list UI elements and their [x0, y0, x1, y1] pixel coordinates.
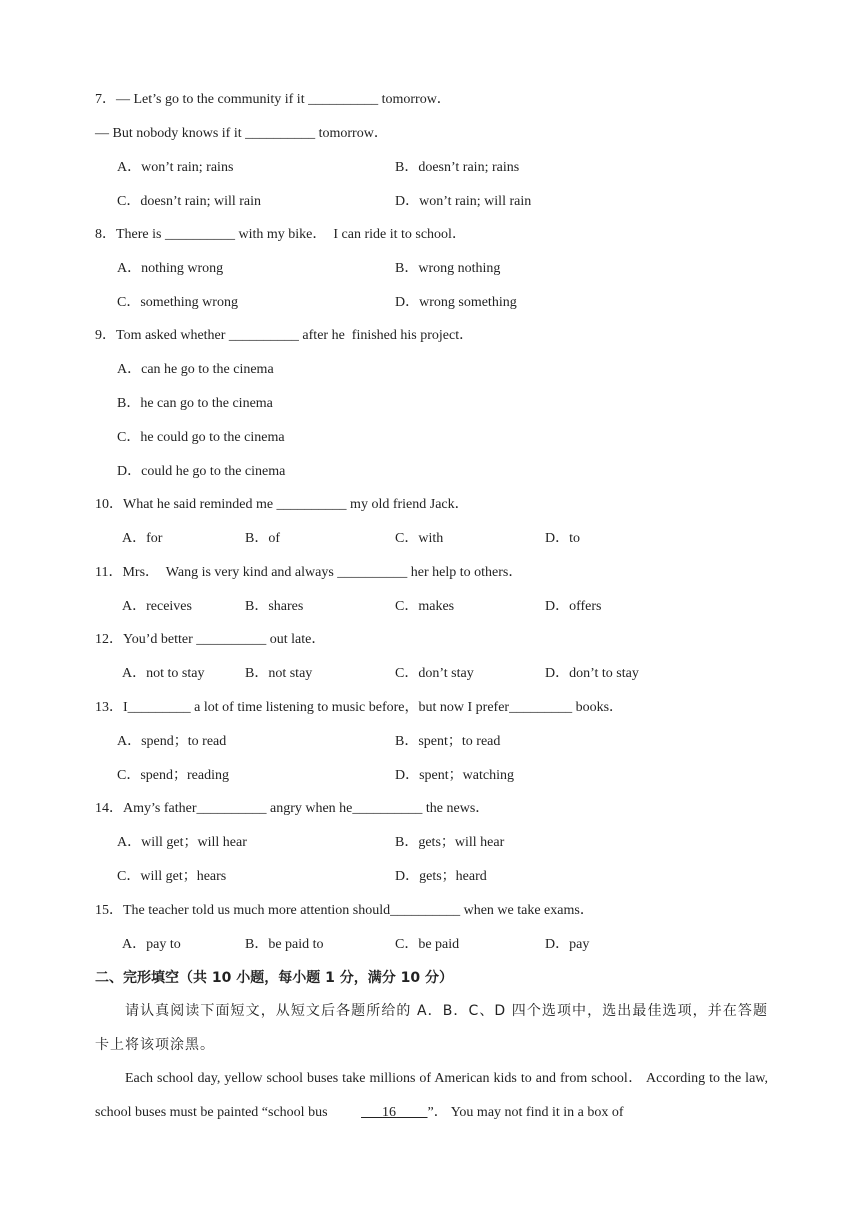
question-14-option-c: C．will get；hears [117, 869, 227, 884]
question-8-option-d: D．wrong something [395, 295, 517, 310]
question-11-option-c: C．makes [395, 599, 455, 614]
question-12-option-a: A．not to stay [122, 666, 205, 681]
question-15-stem: 15．The teacher told us much more attention should__________ when we take exams． [95, 903, 594, 918]
question-15-option-d: D．pay [545, 937, 590, 952]
question-11-option-d: D．offers [545, 599, 602, 614]
question-10-option-b: B．of [245, 531, 280, 546]
question-7-option-a: A．won’t rain; rains [117, 160, 234, 175]
question-14-stem: 14．Amy’s father__________ angry when he__________ the news． [95, 801, 490, 816]
question-10-option-a: A．for [122, 531, 163, 546]
question-11-option-a: A．receives [122, 599, 192, 614]
question-11-option-b: B．shares [245, 599, 304, 614]
question-9-option-a: A．can he go to the cinema [117, 362, 274, 377]
question-13-option-c: C．spend；reading [117, 768, 229, 783]
question-14-option-d: D．gets；heard [395, 869, 487, 884]
question-7-stem: 7．— Let’s go to the community if it __________ tomorrow． [95, 92, 451, 107]
question-15-option-b: B．be paid to [245, 937, 324, 952]
question-11-stem: 11．Mrs． Wang is very kind and always __________ her help to others． [95, 565, 523, 580]
question-7-option-b: B．doesn’t rain; rains [395, 160, 520, 175]
question-9-option-d: D．could he go to the cinema [117, 464, 286, 479]
passage-text-continued: ”． You may not find it in a box of [427, 1105, 624, 1120]
question-8-stem: 8．There is __________ with my bike． I can ride it to school． [95, 227, 466, 242]
reading-passage [95, 1062, 768, 1130]
question-7-option-d: D．won’t rain; will rain [395, 194, 532, 209]
question-10-stem: 10．What he said reminded me __________ my old friend Jack． [95, 497, 469, 512]
question-7-stem: — But nobody knows if it __________ tomorrow． [95, 126, 388, 141]
question-8-option-b: B．wrong nothing [395, 261, 501, 276]
question-13-option-a: A．spend；to read [117, 734, 227, 749]
question-9-option-b: B．he can go to the cinema [117, 396, 273, 411]
question-14-option-b: B．gets；will hear [395, 835, 505, 850]
question-12-option-b: B．not stay [245, 666, 313, 681]
blank-number: 16 [382, 1105, 397, 1120]
question-13-stem: 13．I_________ a lot of time listening to music before，but now I prefer_________ books． [95, 700, 624, 715]
question-13-option-d: D．spent；watching [395, 768, 514, 783]
question-15-option-c: C．be paid [395, 937, 460, 952]
question-10-option-d: D．to [545, 531, 580, 546]
question-12-stem: 12．You’d better __________ out late． [95, 632, 326, 647]
section-instruction: 请认真阅读下面短文，从短文后各题所给的 A．B．C、D 四个选项中，选出最佳选项，并在答题卡上将该项涂黑。 [95, 1003, 768, 1053]
question-12-option-c: C．don’t stay [395, 666, 474, 681]
question-14-option-a: A．will get；will hear [117, 835, 247, 850]
question-9-stem: 9．Tom asked whether __________ after he finished his project． [95, 328, 474, 343]
question-8-option-c: C．something wrong [117, 295, 238, 310]
question-12-option-d: D．don’t to stay [545, 666, 639, 681]
blank-16 [331, 1096, 428, 1130]
question-13-option-b: B．spent；to read [395, 734, 501, 749]
question-15-option-a: A．pay to [122, 937, 181, 952]
passage-text: Each school day, yellow school buses take millions of American kids to and from school． According to the law, school buses must be painted “school bus [95, 1071, 768, 1120]
question-10-option-c: C．with [395, 531, 444, 546]
section-heading: 二、完形填空（共 10 小题，每小题 1 分，满分 10 分） [95, 970, 453, 986]
question-9-option-c: C．he could go to the cinema [117, 430, 285, 445]
question-7-option-c: C．doesn’t rain; will rain [117, 194, 261, 209]
question-8-option-a: A．nothing wrong [117, 261, 224, 276]
